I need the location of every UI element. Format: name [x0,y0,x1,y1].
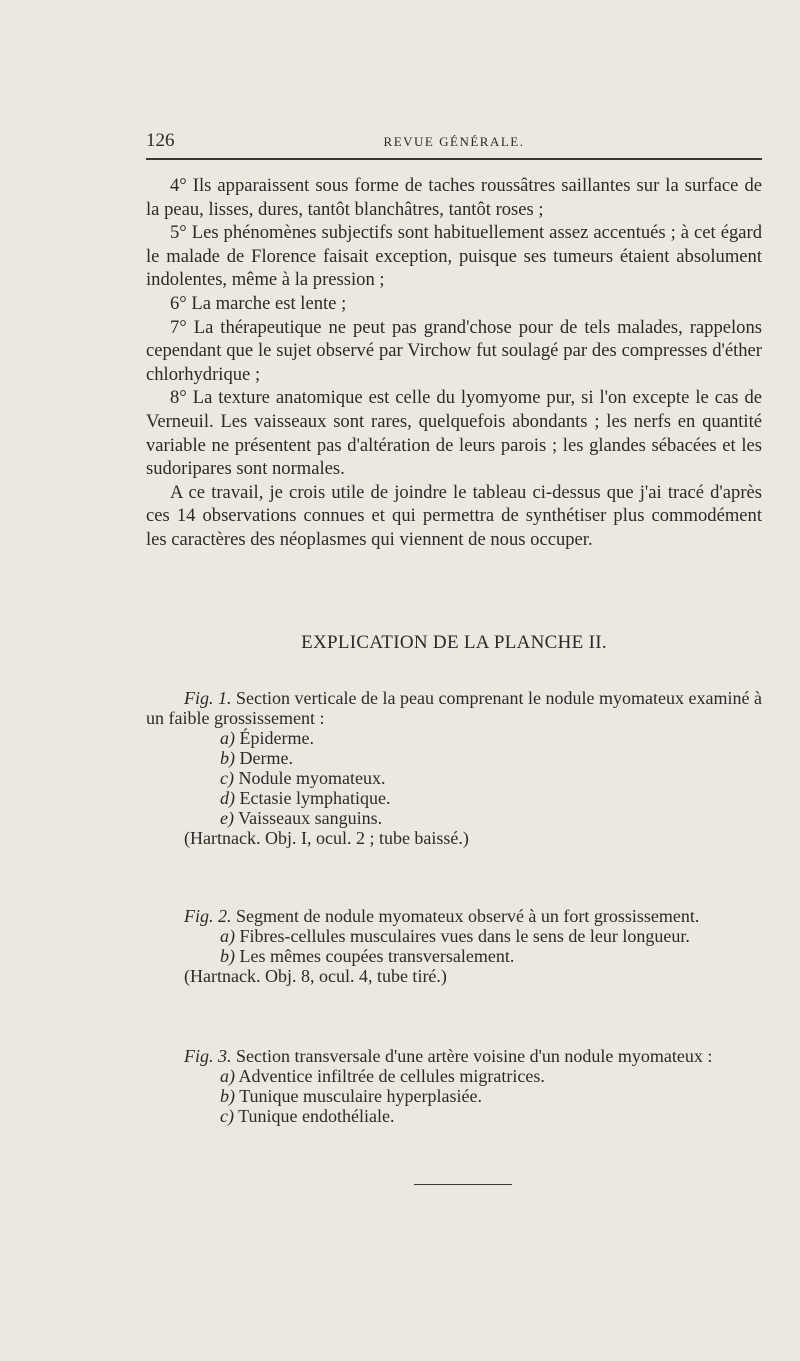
figure-3-label: Fig. 3. [184,1046,232,1066]
legend-text: Ectasie lymphatique. [239,788,391,808]
legend-item [146,946,762,966]
figure-2-caption-text: Segment de nodule myomateux observé à un fort grossissement. [236,906,700,926]
figure-2-explanation [146,906,762,986]
figure-1-caption-text: Section verticale de la peau comprenant le nodule myomateux examiné à un faible grossissement : [146,688,763,728]
legend-item [146,1106,762,1126]
paragraph-item-5: 5° Les phénomènes subjectifs sont habituellement assez accentués ; à cet égard le malade de Florence faisait exception, puisque ses tumeurs étaient absolument indolentes, même à la pression ; [146,222,762,291]
figure-1-explanation [146,688,762,848]
legend-item [146,1066,762,1086]
figure-1-label: Fig. 1. [184,688,232,708]
legend-text: Adventice infiltrée de cellules migratrices. [238,1066,545,1086]
legend-key: b) [220,946,235,966]
legend-key: d) [220,788,235,808]
legend-text: Vaisseaux sanguins. [238,808,383,828]
figure-2-legend [146,926,762,966]
legend-key: c) [220,768,234,788]
figure-3-caption-text: Section transversale d'une artère voisine d'un nodule myomateux : [236,1046,713,1066]
legend-text: Fibres-cellules musculaires vues dans le sens de leur longueur. [239,926,690,946]
legend-text: Nodule myomateux. [238,768,386,788]
legend-item [146,808,762,828]
legend-key: a) [220,1066,235,1086]
figure-3-legend [146,1066,762,1126]
legend-key: a) [220,728,235,748]
paragraph-item-8: 8° La texture anatomique est celle du lyomyome pur, si l'on excepte le cas de Verneuil. Les vaisseaux sont rares, quelquefois abondants ; les nerfs en quantité variable ne présentent pas d'altération de leurs parois ; les glandes sébacées et les sudoripares sont normales. [146,387,762,480]
running-title: REVUE GÉNÉRALE. [383,134,525,149]
figure-2-note: (Hartnack. Obj. 8, ocul. 4, tube tiré.) [184,966,447,986]
figure-3-caption [146,1046,762,1066]
legend-text: Épiderme. [239,728,314,748]
legend-key: b) [220,1086,235,1106]
figure-2-label: Fig. 2. [184,906,232,926]
page-header [146,128,762,156]
legend-key: a) [220,926,235,946]
legend-text: Les mêmes coupées transversalement. [239,946,515,966]
figure-2-caption [146,906,762,926]
legend-key: b) [220,748,235,768]
paragraph-conclusion: A ce travail, je crois utile de joindre le tableau ci-dessus que j'ai tracé d'après ces 14 observations connues et qui permettra de synthétiser plus commodément les caractères des néoplasmes qui viennent de nous occuper. [146,481,762,550]
figure-1-caption [146,688,762,728]
section-title: EXPLICATION DE LA PLANCHE II. [301,632,607,653]
figure-1-note: (Hartnack. Obj. I, ocul. 2 ; tube baissé.) [184,828,469,848]
body-text [146,174,762,552]
legend-key: e) [220,808,234,828]
legend-text: Tunique musculaire hyperplasiée. [239,1086,482,1106]
page-number: 126 [146,130,175,151]
paragraph-item-7: 7° La thérapeutique ne peut pas grand'chose pour de tels malades, rappelons cependant que le sujet observé par Virchow fut soulagé par des compresses d'éther chlorhydrique ; [146,316,762,385]
legend-text: Tunique endothéliale. [238,1106,395,1126]
legend-key: c) [220,1106,234,1126]
legend-item [146,768,762,788]
header-rule [146,158,762,160]
legend-text: Derme. [239,748,293,768]
legend-item [146,748,762,768]
closing-rule [414,1184,512,1185]
legend-item [146,926,762,946]
figure-1-legend [146,728,762,828]
legend-item [146,1086,762,1106]
legend-item [146,788,762,808]
paragraph-item-6: 6° La marche est lente ; [170,292,347,314]
figure-3-explanation [146,1046,762,1126]
paragraph-item-4: 4° Ils apparaissent sous forme de taches roussâtres saillantes sur la surface de la peau, lisses, dures, tantôt blanchâtres, tantôt roses ; [146,175,762,220]
legend-item [146,728,762,748]
